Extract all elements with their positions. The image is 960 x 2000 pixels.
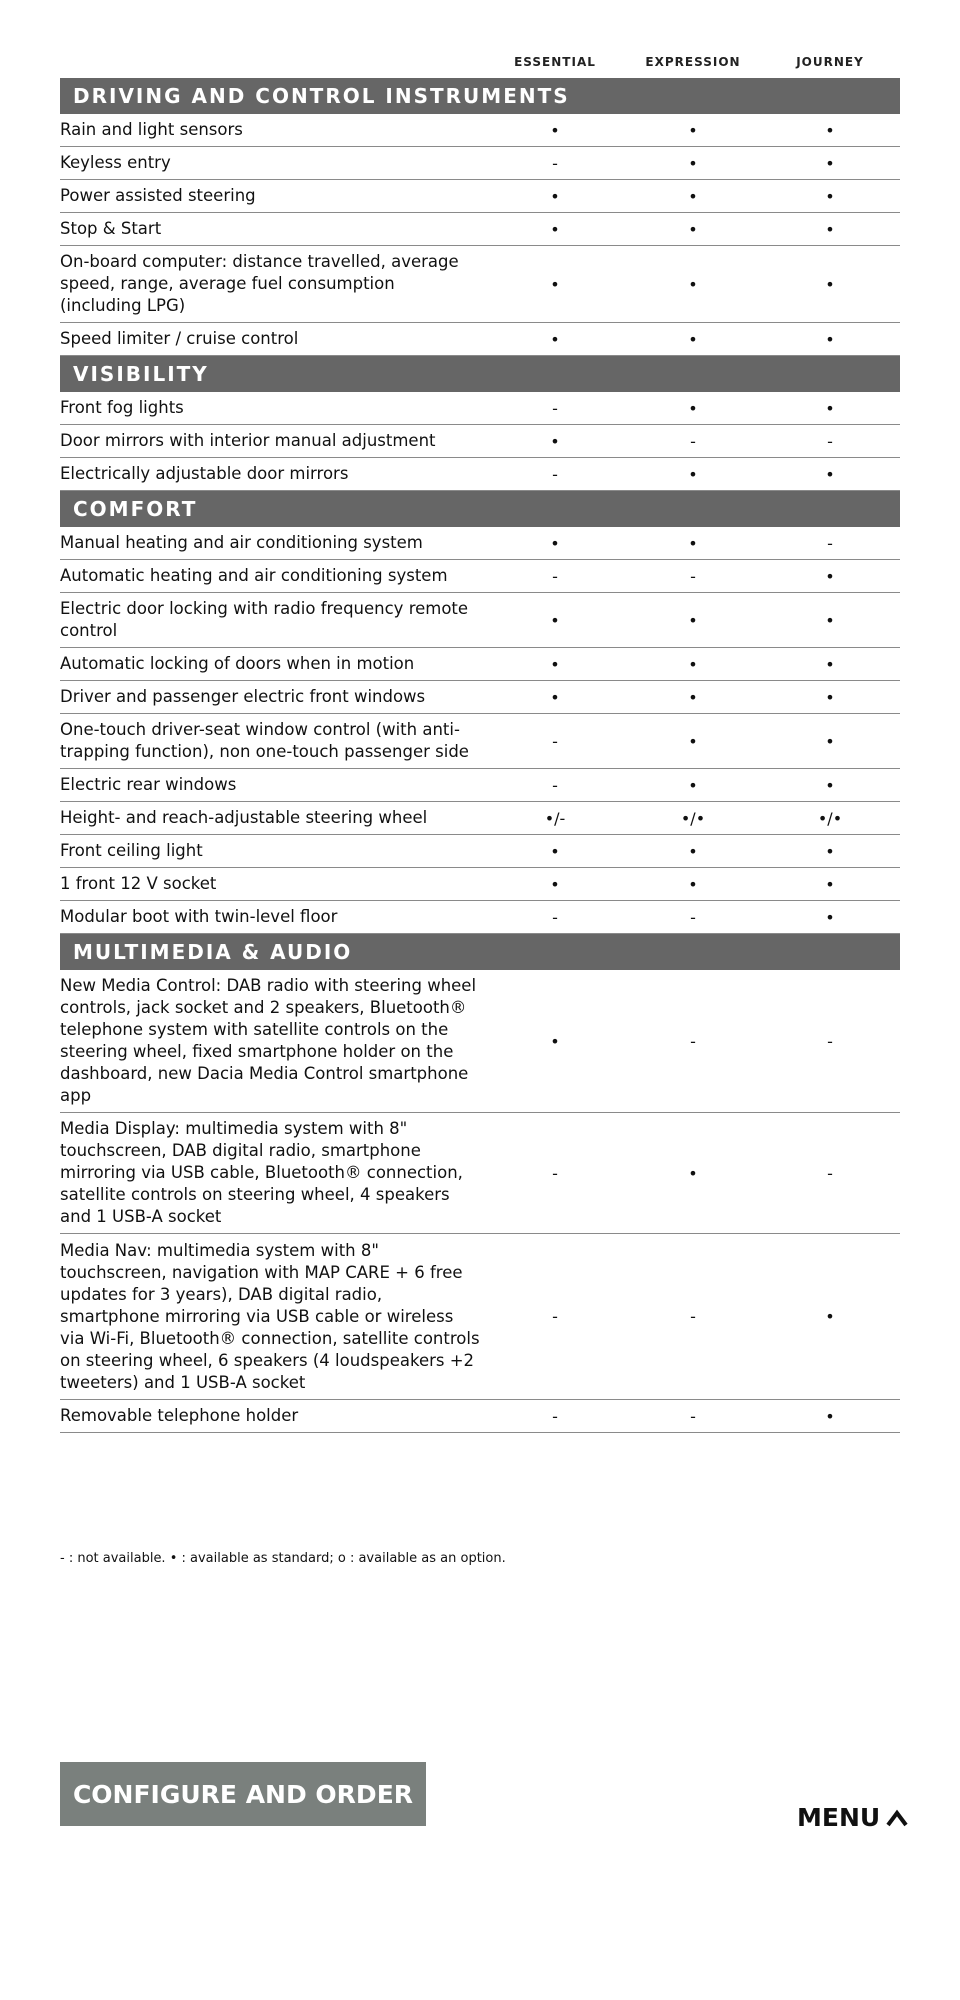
availability-cell: • xyxy=(825,219,835,239)
availability-cell: • xyxy=(825,841,835,861)
feature-label: Keyless entry xyxy=(60,153,171,172)
availability-cell: • xyxy=(550,654,560,674)
availability-cell: • xyxy=(688,654,698,674)
table-row xyxy=(60,560,900,593)
feature-label: Electric door locking with radio frequency remote control xyxy=(60,599,469,640)
table-row xyxy=(60,868,900,901)
section-header: DRIVING AND CONTROL INSTRUMENTS xyxy=(60,78,900,114)
column-header-essential: ESSENTIAL xyxy=(514,55,596,69)
table-row xyxy=(60,769,900,802)
table-row xyxy=(60,180,900,213)
column-header-journey: JOURNEY xyxy=(796,55,864,69)
feature-label: Height- and reach-adjustable steering wheel xyxy=(60,808,428,827)
availability-cell: • xyxy=(550,610,560,630)
table-row xyxy=(60,835,900,868)
table-row xyxy=(60,901,900,934)
availability-cell: • xyxy=(825,731,835,751)
availability-cell: - xyxy=(690,1031,696,1051)
availability-cell: • xyxy=(688,1163,698,1183)
table-row xyxy=(60,681,900,714)
chevron-up-icon xyxy=(886,1808,908,1828)
availability-cell: - xyxy=(827,1163,833,1183)
table-row xyxy=(60,213,900,246)
availability-cell: • xyxy=(688,775,698,795)
availability-cell: - xyxy=(552,907,558,927)
availability-cell: - xyxy=(552,566,558,586)
availability-cell: • xyxy=(825,874,835,894)
equipment-table xyxy=(60,78,900,1433)
availability-cell: • xyxy=(550,1031,560,1051)
availability-cell: - xyxy=(552,398,558,418)
feature-label: Electric rear windows xyxy=(60,775,237,794)
table-row xyxy=(60,246,900,323)
column-header-expression: EXPRESSION xyxy=(645,55,741,69)
feature-label: Door mirrors with interior manual adjustment xyxy=(60,431,436,450)
availability-cell: • xyxy=(825,464,835,484)
table-row xyxy=(60,1234,900,1400)
availability-cell: •/• xyxy=(680,808,706,828)
availability-cell: • xyxy=(825,1406,835,1426)
availability-cell: • xyxy=(688,398,698,418)
availability-cell: • xyxy=(825,654,835,674)
table-row xyxy=(60,323,900,356)
legend-note: - : not available. • : available as standard; o : available as an option. xyxy=(60,1551,506,1566)
availability-cell: • xyxy=(550,274,560,294)
availability-cell: • xyxy=(550,329,560,349)
availability-cell: • xyxy=(825,120,835,140)
feature-label: Automatic heating and air conditioning system xyxy=(60,566,448,585)
availability-cell: • xyxy=(688,274,698,294)
feature-label: One-touch driver-seat window control (with anti-trapping function), non one-touch passenger side xyxy=(60,720,469,761)
availability-cell: • xyxy=(550,219,560,239)
feature-label: Power assisted steering xyxy=(60,186,256,205)
feature-label: Stop & Start xyxy=(60,219,162,238)
availability-cell: • xyxy=(825,153,835,173)
availability-cell: - xyxy=(690,1406,696,1426)
availability-cell: - xyxy=(552,731,558,751)
availability-cell: • xyxy=(688,464,698,484)
availability-cell: • xyxy=(688,874,698,894)
availability-cell: • xyxy=(688,731,698,751)
availability-cell: - xyxy=(552,153,558,173)
availability-cell: • xyxy=(550,841,560,861)
availability-cell: • xyxy=(825,610,835,630)
availability-cell: - xyxy=(552,1307,558,1326)
availability-cell: • xyxy=(825,398,835,418)
feature-label: Speed limiter / cruise control xyxy=(60,329,299,348)
availability-cell: • xyxy=(825,775,835,795)
availability-cell: - xyxy=(690,1307,696,1326)
feature-label: Front ceiling light xyxy=(60,841,203,860)
feature-label: Removable telephone holder xyxy=(60,1406,299,1425)
feature-label: Media Nav: multimedia system with 8" touchscreen, navigation with MAP CARE + 6 free updates for 3 years), DAB digital radio, smartphone mirroring via USB cable or wireless via Wi-Fi, Bluetooth® connection, satellite controls on steering wheel, 6 speakers (4 loudspeakers +2 tweeters) and 1 USB-A socket xyxy=(60,1240,480,1392)
feature-label: Automatic locking of doors when in motion xyxy=(60,654,415,673)
menu-button[interactable] xyxy=(797,1803,908,1832)
feature-label: Electrically adjustable door mirrors xyxy=(60,464,349,483)
availability-cell: • xyxy=(688,186,698,206)
section-header: COMFORT xyxy=(60,491,900,527)
availability-cell: • xyxy=(688,841,698,861)
availability-cell: • xyxy=(688,610,698,630)
feature-label: Rain and light sensors xyxy=(60,120,243,139)
table-row xyxy=(60,714,900,769)
table-row xyxy=(60,1113,900,1234)
availability-cell: • xyxy=(688,219,698,239)
feature-label: Media Display: multimedia system with 8" touchscreen, DAB digital radio, smartphone mirroring via USB cable, Bluetooth® connection, satellite controls on steering wheel, 4 speakers and 1 USB-A socket xyxy=(60,1119,463,1226)
table-row xyxy=(60,425,900,458)
availability-cell: •/• xyxy=(817,808,843,828)
availability-cell: - xyxy=(552,1163,558,1183)
feature-label: New Media Control: DAB radio with steering wheel controls, jack socket and 2 speakers, Bluetooth® telephone system with satellite controls on the steering wheel, fixed smartphone holder on the dashboard, new Dacia Media Control smartphone app xyxy=(60,976,477,1105)
availability-cell: • xyxy=(825,186,835,206)
table-row xyxy=(60,527,900,560)
availability-cell: • xyxy=(825,1307,835,1326)
table-row xyxy=(60,392,900,425)
availability-cell: • xyxy=(688,329,698,349)
table-row xyxy=(60,114,900,147)
feature-label: Manual heating and air conditioning system xyxy=(60,533,423,552)
table-row xyxy=(60,970,900,1113)
availability-cell: • xyxy=(688,533,698,553)
availability-cell: - xyxy=(552,1406,558,1426)
availability-cell: •/- xyxy=(544,808,566,828)
table-row xyxy=(60,593,900,648)
availability-cell: • xyxy=(688,153,698,173)
availability-cell: • xyxy=(550,874,560,894)
section-header: MULTIMEDIA & AUDIO xyxy=(60,934,900,970)
feature-label: Front fog lights xyxy=(60,398,184,417)
availability-cell: - xyxy=(827,431,833,451)
availability-cell: • xyxy=(550,186,560,206)
availability-cell: - xyxy=(690,907,696,927)
availability-cell: • xyxy=(688,687,698,707)
availability-cell: - xyxy=(690,431,696,451)
availability-cell: - xyxy=(552,464,558,484)
availability-cell: • xyxy=(825,907,835,927)
table-row xyxy=(60,802,900,835)
table-row xyxy=(60,458,900,491)
availability-cell: • xyxy=(688,120,698,140)
feature-label: Modular boot with twin-level floor xyxy=(60,907,338,926)
feature-label: Driver and passenger electric front windows xyxy=(60,687,426,706)
feature-label: 1 front 12 V socket xyxy=(60,874,217,893)
feature-label: On-board computer: distance travelled, average speed, range, average fuel consumption (including LPG) xyxy=(60,252,459,315)
menu-label: MENU xyxy=(797,1803,881,1832)
availability-cell: - xyxy=(552,775,558,795)
table-row xyxy=(60,648,900,681)
availability-cell: • xyxy=(825,566,835,586)
section-header: VISIBILITY xyxy=(60,356,900,392)
availability-cell: • xyxy=(825,329,835,349)
table-row xyxy=(60,1400,900,1433)
availability-cell: • xyxy=(825,687,835,707)
availability-cell: • xyxy=(550,533,560,553)
availability-cell: - xyxy=(827,533,833,553)
availability-cell: • xyxy=(550,120,560,140)
table-row xyxy=(60,147,900,180)
availability-cell: - xyxy=(690,566,696,586)
availability-cell: - xyxy=(827,1031,833,1051)
availability-cell: • xyxy=(825,274,835,294)
availability-cell: • xyxy=(550,431,560,451)
configure-and-order-button[interactable]: CONFIGURE AND ORDER xyxy=(60,1762,426,1826)
availability-cell: • xyxy=(550,687,560,707)
